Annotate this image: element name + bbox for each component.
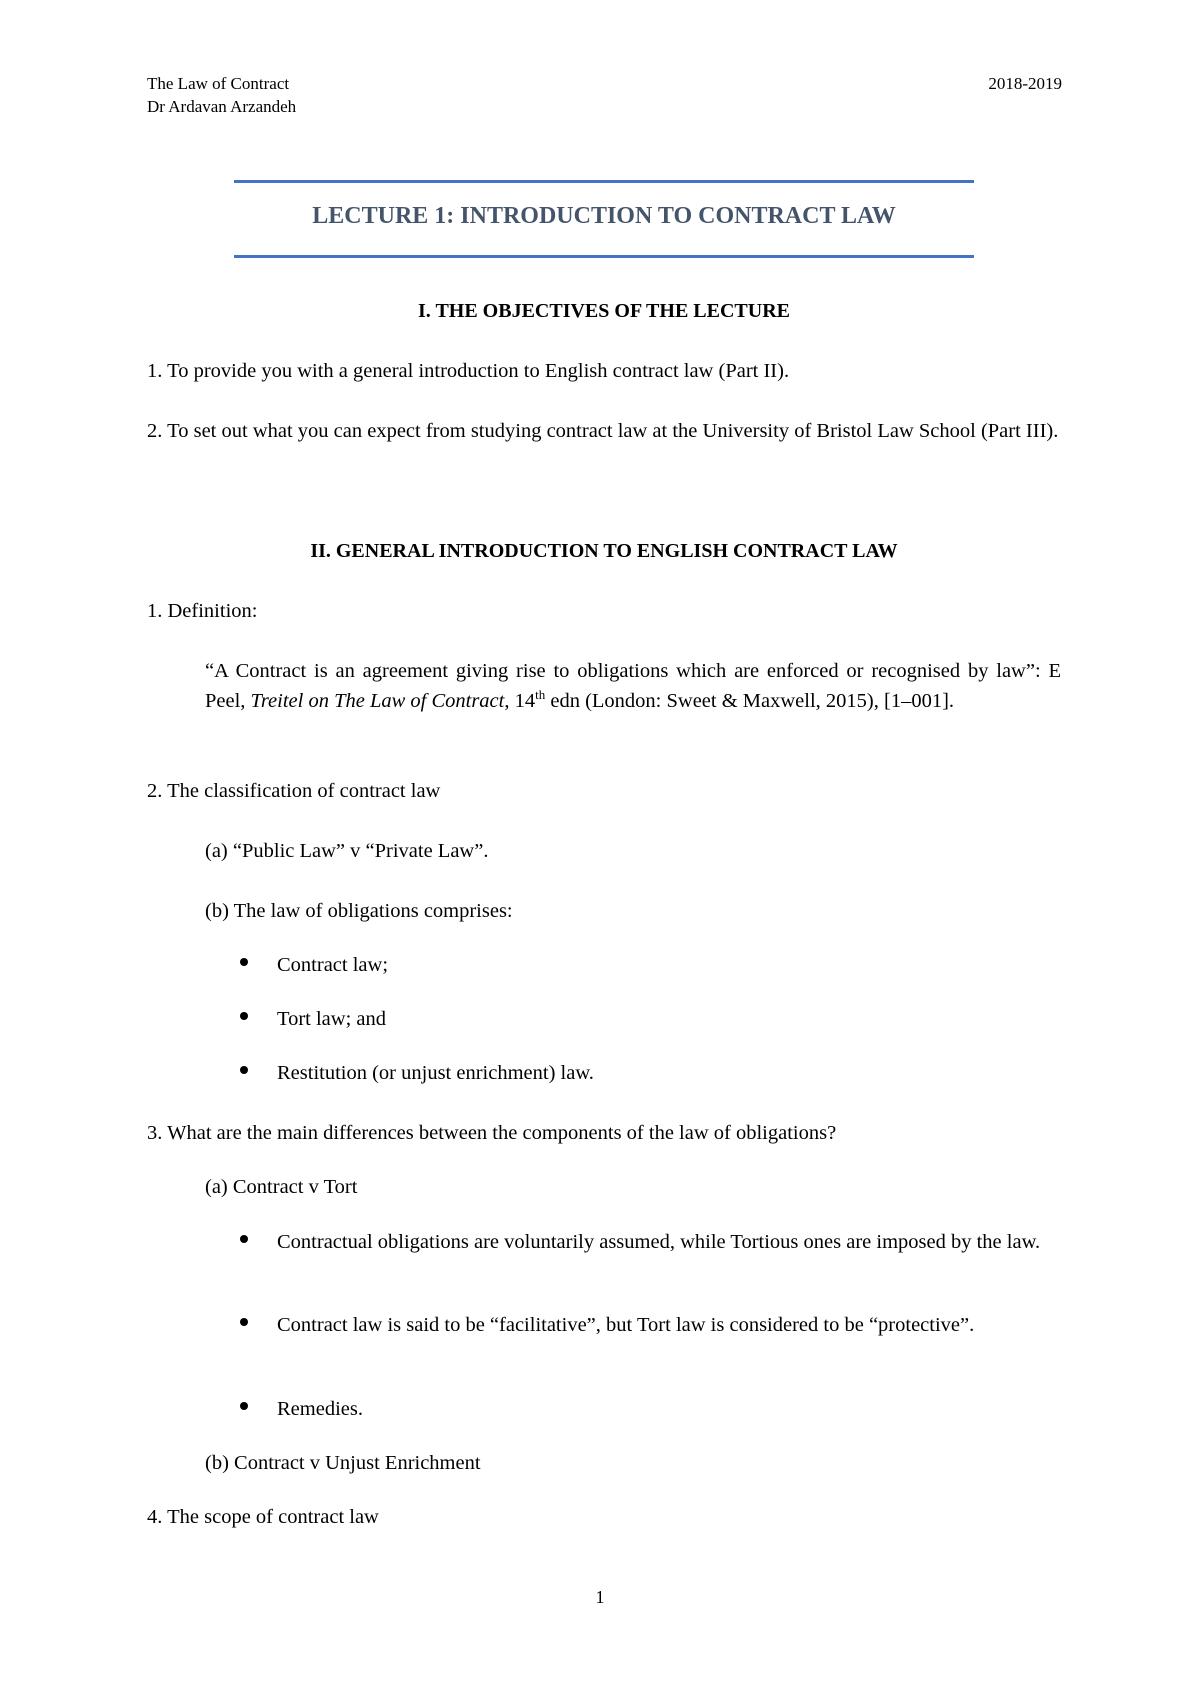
page-header-left	[147, 72, 296, 118]
obligation-item: Contract law;	[277, 954, 389, 976]
bullet-icon	[240, 1012, 248, 1020]
bullet-icon	[240, 1402, 248, 1410]
difference-item: Remedies.	[277, 1398, 363, 1420]
difference-item: Contractual obligations are voluntarily assumed, while Tortious ones are imposed by the law.	[277, 1231, 1041, 1253]
section1-heading: I. THE OBJECTIVES OF THE LECTURE	[418, 300, 790, 322]
differences-a: (a) Contract v Tort	[205, 1176, 358, 1198]
definition-quote	[205, 656, 1061, 716]
objective-item-2: 2. To set out what you can expect from studying contract law at the University of Bristol Law School (Part III).	[147, 420, 1059, 442]
classification-label: 2. The classification of contract law	[147, 780, 441, 802]
difference-item: Contract law is said to be “facilitative”, but Tort law is considered to be “protective”.	[277, 1314, 975, 1336]
header-lecturer: Dr Ardavan Arzandeh	[147, 97, 297, 116]
quote-text: “A Contract is an agreement giving rise to obligations which are enforced or recognised by law”: E Peel,	[205, 660, 1061, 712]
bullet-icon	[240, 1066, 248, 1074]
bullet-icon	[240, 1318, 248, 1326]
differences-label: 3. What are the main differences between the components of the law of obligations?	[147, 1122, 837, 1144]
title-rule-top	[234, 180, 974, 183]
bullet-icon	[240, 1235, 248, 1243]
edition-number: , 14	[504, 690, 536, 712]
edition-suffix: th	[535, 687, 546, 703]
title-rule-bottom	[234, 255, 974, 258]
bullet-icon	[240, 958, 248, 966]
classification-a: (a) “Public Law” v “Private Law”.	[205, 840, 489, 862]
classification-b: (b) The law of obligations comprises:	[205, 900, 513, 922]
obligation-item: Tort law; and	[277, 1008, 387, 1030]
book-title: Treitel on The Law of Contract	[250, 690, 505, 712]
citation-text: edn (London: Sweet & Maxwell, 2015), [1–001].	[545, 690, 955, 712]
scope-label: 4. The scope of contract law	[147, 1506, 379, 1528]
page-number: 1	[595, 1587, 605, 1607]
header-year: 2018-2019	[988, 74, 1062, 93]
objective-item-1: 1. To provide you with a general introduction to English contract law (Part II).	[147, 360, 790, 382]
lecture-title: LECTURE 1: INTRODUCTION TO CONTRACT LAW	[312, 203, 896, 229]
differences-b: (b) Contract v Unjust Enrichment	[205, 1452, 481, 1474]
definition-label: 1. Definition:	[147, 600, 258, 622]
section2-heading: II. GENERAL INTRODUCTION TO ENGLISH CONTRACT LAW	[310, 540, 898, 562]
header-course: The Law of Contract	[147, 74, 290, 93]
obligation-item: Restitution (or unjust enrichment) law.	[277, 1062, 594, 1084]
